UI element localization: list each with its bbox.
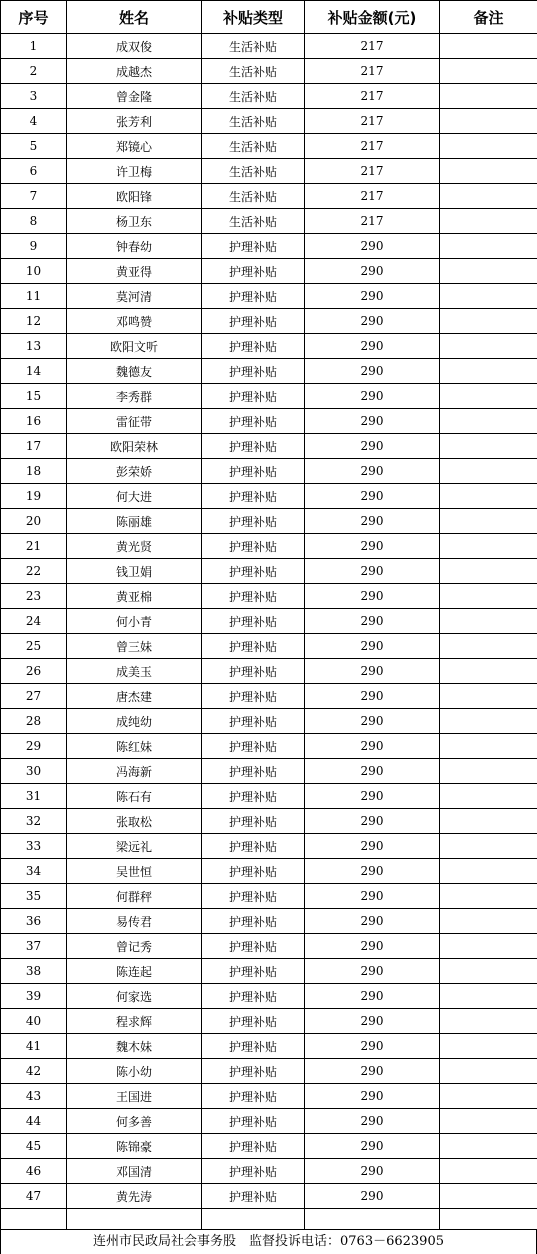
row-note (440, 284, 537, 309)
row-name: 曾金隆 (67, 84, 202, 109)
row-number: 44 (1, 1109, 67, 1134)
row-name: 欧阳锋 (67, 184, 202, 209)
row-name: 陈小幼 (67, 1059, 202, 1084)
row-note (440, 959, 537, 984)
row-amount: 290 (305, 584, 440, 609)
row-name: 成双俊 (67, 34, 202, 59)
row-name: 冯海新 (67, 759, 202, 784)
table-row (1, 84, 537, 109)
row-note (440, 659, 537, 684)
row-name: 邓国清 (67, 1159, 202, 1184)
row-number: 5 (1, 134, 67, 159)
row-name: 黄亚棉 (67, 584, 202, 609)
row-amount: 290 (305, 559, 440, 584)
row-note (440, 384, 537, 409)
row-number: 42 (1, 1059, 67, 1084)
row-number: 37 (1, 934, 67, 959)
table-row (1, 459, 537, 484)
row-number: 11 (1, 284, 67, 309)
row-type: 护理补贴 (202, 309, 305, 334)
row-note (440, 684, 537, 709)
table-row (1, 334, 537, 359)
row-type: 生活补贴 (202, 209, 305, 234)
blank-cell (67, 1209, 202, 1230)
table-row (1, 1109, 537, 1134)
blank-cell (202, 1209, 305, 1230)
table-row (1, 634, 537, 659)
row-amount: 290 (305, 534, 440, 559)
table-row (1, 1009, 537, 1034)
row-amount: 290 (305, 759, 440, 784)
blank-cell (305, 1209, 440, 1230)
row-number: 10 (1, 259, 67, 284)
row-type: 护理补贴 (202, 1084, 305, 1109)
row-number: 31 (1, 784, 67, 809)
row-type: 护理补贴 (202, 1109, 305, 1134)
table-row (1, 709, 537, 734)
row-amount: 290 (305, 1134, 440, 1159)
row-name: 钟春幼 (67, 234, 202, 259)
row-number: 32 (1, 809, 67, 834)
row-note (440, 359, 537, 384)
row-note (440, 1109, 537, 1134)
row-type: 护理补贴 (202, 434, 305, 459)
table-row (1, 1034, 537, 1059)
row-amount: 290 (305, 309, 440, 334)
row-name: 何家选 (67, 984, 202, 1009)
row-amount: 290 (305, 1034, 440, 1059)
row-note (440, 634, 537, 659)
row-name: 何小青 (67, 609, 202, 634)
row-number: 13 (1, 334, 67, 359)
row-name: 易传君 (67, 909, 202, 934)
row-name: 唐杰建 (67, 684, 202, 709)
row-type: 护理补贴 (202, 484, 305, 509)
table-row (1, 984, 537, 1009)
row-number: 26 (1, 659, 67, 684)
row-amount: 217 (305, 184, 440, 209)
row-type: 护理补贴 (202, 809, 305, 834)
table-row (1, 809, 537, 834)
row-type: 护理补贴 (202, 909, 305, 934)
row-note (440, 334, 537, 359)
row-number: 6 (1, 159, 67, 184)
row-amount: 290 (305, 859, 440, 884)
row-name: 程求辉 (67, 1009, 202, 1034)
blank-cell (1, 1209, 67, 1230)
row-amount: 290 (305, 709, 440, 734)
row-note (440, 559, 537, 584)
row-type: 护理补贴 (202, 1059, 305, 1084)
row-amount: 290 (305, 1084, 440, 1109)
row-note (440, 259, 537, 284)
row-name: 郑镜心 (67, 134, 202, 159)
row-number: 22 (1, 559, 67, 584)
row-amount: 290 (305, 234, 440, 259)
row-amount: 290 (305, 784, 440, 809)
row-note (440, 459, 537, 484)
row-note (440, 109, 537, 134)
row-amount: 290 (305, 934, 440, 959)
row-type: 护理补贴 (202, 959, 305, 984)
row-number: 47 (1, 1184, 67, 1209)
row-note (440, 209, 537, 234)
row-name: 黄先涛 (67, 1184, 202, 1209)
row-amount: 290 (305, 659, 440, 684)
row-name: 邓鸣赞 (67, 309, 202, 334)
row-type: 护理补贴 (202, 1009, 305, 1034)
row-amount: 290 (305, 459, 440, 484)
table-row (1, 534, 537, 559)
row-number: 14 (1, 359, 67, 384)
row-amount: 290 (305, 1059, 440, 1084)
row-name: 彭荣娇 (67, 459, 202, 484)
blank-row (1, 1209, 537, 1230)
table-row (1, 884, 537, 909)
row-number: 21 (1, 534, 67, 559)
row-number: 17 (1, 434, 67, 459)
row-name: 钱卫娟 (67, 559, 202, 584)
row-amount: 290 (305, 809, 440, 834)
row-number: 20 (1, 509, 67, 534)
row-number: 27 (1, 684, 67, 709)
row-number: 33 (1, 834, 67, 859)
row-type: 护理补贴 (202, 584, 305, 609)
row-number: 35 (1, 884, 67, 909)
row-type: 生活补贴 (202, 184, 305, 209)
row-amount: 217 (305, 34, 440, 59)
table-row (1, 1134, 537, 1159)
row-type: 护理补贴 (202, 934, 305, 959)
row-type: 护理补贴 (202, 259, 305, 284)
row-type: 生活补贴 (202, 59, 305, 84)
row-name: 王国进 (67, 1084, 202, 1109)
row-name: 李秀群 (67, 384, 202, 409)
row-type: 护理补贴 (202, 734, 305, 759)
table-row (1, 1184, 537, 1209)
row-type: 护理补贴 (202, 684, 305, 709)
row-note (440, 884, 537, 909)
row-note (440, 934, 537, 959)
table-body (1, 34, 537, 1230)
row-name: 陈锦豪 (67, 1134, 202, 1159)
row-number: 39 (1, 984, 67, 1009)
row-type: 护理补贴 (202, 859, 305, 884)
table-row (1, 484, 537, 509)
row-number: 45 (1, 1134, 67, 1159)
row-type: 护理补贴 (202, 559, 305, 584)
row-note (440, 534, 537, 559)
row-amount: 290 (305, 909, 440, 934)
row-name: 欧阳文听 (67, 334, 202, 359)
row-name: 梁远礼 (67, 834, 202, 859)
row-number: 12 (1, 309, 67, 334)
row-note (440, 1009, 537, 1034)
row-amount: 290 (305, 959, 440, 984)
row-note (440, 184, 537, 209)
table-row (1, 584, 537, 609)
row-note (440, 909, 537, 934)
table-row (1, 109, 537, 134)
row-amount: 290 (305, 334, 440, 359)
header-row (1, 1, 537, 34)
header-no: 序号 (1, 1, 67, 34)
row-name: 何群秤 (67, 884, 202, 909)
row-amount: 290 (305, 409, 440, 434)
row-note (440, 834, 537, 859)
row-number: 30 (1, 759, 67, 784)
row-note (440, 1184, 537, 1209)
row-note (440, 1134, 537, 1159)
row-amount: 290 (305, 359, 440, 384)
row-number: 43 (1, 1084, 67, 1109)
row-name: 杨卫东 (67, 209, 202, 234)
table-row (1, 659, 537, 684)
row-number: 3 (1, 84, 67, 109)
table-row (1, 859, 537, 884)
row-type: 生活补贴 (202, 34, 305, 59)
row-note (440, 984, 537, 1009)
row-amount: 290 (305, 734, 440, 759)
row-name: 成纯幼 (67, 709, 202, 734)
row-name: 魏德友 (67, 359, 202, 384)
row-name: 莫河清 (67, 284, 202, 309)
row-type: 护理补贴 (202, 1159, 305, 1184)
table-row (1, 559, 537, 584)
row-name: 成美玉 (67, 659, 202, 684)
row-name: 曾三妹 (67, 634, 202, 659)
table-row (1, 209, 537, 234)
row-note (440, 1084, 537, 1109)
row-note (440, 234, 537, 259)
row-type: 生活补贴 (202, 134, 305, 159)
row-number: 38 (1, 959, 67, 984)
row-amount: 290 (305, 684, 440, 709)
row-name: 陈连起 (67, 959, 202, 984)
row-type: 护理补贴 (202, 634, 305, 659)
table-row (1, 1159, 537, 1184)
row-type: 护理补贴 (202, 884, 305, 909)
row-type: 护理补贴 (202, 409, 305, 434)
table-row (1, 1059, 537, 1084)
row-type: 护理补贴 (202, 784, 305, 809)
table-row (1, 759, 537, 784)
row-amount: 290 (305, 434, 440, 459)
row-number: 19 (1, 484, 67, 509)
row-amount: 290 (305, 1184, 440, 1209)
header-note: 备注 (440, 1, 537, 34)
table-row (1, 784, 537, 809)
row-note (440, 509, 537, 534)
row-amount: 290 (305, 509, 440, 534)
row-note (440, 84, 537, 109)
table-row (1, 434, 537, 459)
row-name: 陈红妹 (67, 734, 202, 759)
table-row (1, 834, 537, 859)
row-type: 护理补贴 (202, 759, 305, 784)
row-amount: 290 (305, 834, 440, 859)
table-row (1, 59, 537, 84)
row-number: 8 (1, 209, 67, 234)
table-row (1, 734, 537, 759)
row-name: 吴世恒 (67, 859, 202, 884)
table-row (1, 509, 537, 534)
row-name: 许卫梅 (67, 159, 202, 184)
row-amount: 217 (305, 109, 440, 134)
header-name: 姓名 (67, 1, 202, 34)
row-number: 15 (1, 384, 67, 409)
row-amount: 290 (305, 1159, 440, 1184)
row-note (440, 309, 537, 334)
footer-contact: 连州市民政局社会事务股 监督投诉电话：0763－6623905 (0, 1229, 537, 1254)
row-type: 护理补贴 (202, 659, 305, 684)
row-name: 何多善 (67, 1109, 202, 1134)
row-name: 曾记秀 (67, 934, 202, 959)
header-amount: 补贴金额(元) (305, 1, 440, 34)
row-name: 黄亚得 (67, 259, 202, 284)
row-note (440, 759, 537, 784)
table-row (1, 159, 537, 184)
row-note (440, 809, 537, 834)
row-type: 护理补贴 (202, 334, 305, 359)
row-name: 陈丽雄 (67, 509, 202, 534)
row-number: 29 (1, 734, 67, 759)
table-row (1, 234, 537, 259)
row-note (440, 1159, 537, 1184)
row-type: 护理补贴 (202, 984, 305, 1009)
row-number: 24 (1, 609, 67, 634)
row-note (440, 584, 537, 609)
row-amount: 290 (305, 259, 440, 284)
row-type: 护理补贴 (202, 459, 305, 484)
row-number: 18 (1, 459, 67, 484)
row-type: 护理补贴 (202, 1034, 305, 1059)
row-note (440, 484, 537, 509)
row-name: 何大进 (67, 484, 202, 509)
row-note (440, 59, 537, 84)
row-amount: 290 (305, 484, 440, 509)
table-row (1, 934, 537, 959)
row-amount: 217 (305, 84, 440, 109)
row-amount: 217 (305, 159, 440, 184)
row-note (440, 34, 537, 59)
row-number: 9 (1, 234, 67, 259)
row-number: 7 (1, 184, 67, 209)
table-row (1, 1084, 537, 1109)
row-note (440, 784, 537, 809)
row-type: 生活补贴 (202, 84, 305, 109)
row-amount: 217 (305, 59, 440, 84)
row-type: 护理补贴 (202, 234, 305, 259)
row-amount: 290 (305, 609, 440, 634)
row-type: 护理补贴 (202, 1134, 305, 1159)
row-number: 46 (1, 1159, 67, 1184)
row-name: 陈石有 (67, 784, 202, 809)
table-row (1, 384, 537, 409)
row-number: 28 (1, 709, 67, 734)
row-name: 成越杰 (67, 59, 202, 84)
row-type: 护理补贴 (202, 834, 305, 859)
table-row (1, 909, 537, 934)
row-type: 生活补贴 (202, 109, 305, 134)
row-name: 张取松 (67, 809, 202, 834)
table-row (1, 359, 537, 384)
row-name: 魏木妹 (67, 1034, 202, 1059)
row-amount: 290 (305, 884, 440, 909)
row-note (440, 609, 537, 634)
row-name: 黄光贤 (67, 534, 202, 559)
row-name: 欧阳荣林 (67, 434, 202, 459)
row-type: 护理补贴 (202, 384, 305, 409)
row-amount: 290 (305, 1009, 440, 1034)
row-type: 护理补贴 (202, 1184, 305, 1209)
table-row (1, 409, 537, 434)
table-row (1, 959, 537, 984)
table-row (1, 184, 537, 209)
row-note (440, 734, 537, 759)
row-note (440, 1034, 537, 1059)
row-number: 41 (1, 1034, 67, 1059)
row-amount: 217 (305, 209, 440, 234)
row-note (440, 434, 537, 459)
row-amount: 290 (305, 634, 440, 659)
row-number: 23 (1, 584, 67, 609)
row-amount: 290 (305, 984, 440, 1009)
row-name: 雷征带 (67, 409, 202, 434)
row-type: 护理补贴 (202, 609, 305, 634)
row-number: 4 (1, 109, 67, 134)
row-type: 护理补贴 (202, 509, 305, 534)
row-name: 张芳利 (67, 109, 202, 134)
row-amount: 290 (305, 1109, 440, 1134)
row-note (440, 1059, 537, 1084)
row-type: 护理补贴 (202, 534, 305, 559)
row-amount: 217 (305, 134, 440, 159)
row-type: 护理补贴 (202, 359, 305, 384)
row-type: 生活补贴 (202, 159, 305, 184)
blank-cell (440, 1209, 537, 1230)
table-row (1, 309, 537, 334)
row-note (440, 159, 537, 184)
table-row (1, 34, 537, 59)
header-type: 补贴类型 (202, 1, 305, 34)
row-note (440, 409, 537, 434)
row-type: 护理补贴 (202, 709, 305, 734)
row-number: 40 (1, 1009, 67, 1034)
table-row (1, 284, 537, 309)
row-note (440, 134, 537, 159)
row-amount: 290 (305, 284, 440, 309)
row-note (440, 859, 537, 884)
row-number: 16 (1, 409, 67, 434)
table-row (1, 259, 537, 284)
row-number: 25 (1, 634, 67, 659)
row-note (440, 709, 537, 734)
row-number: 36 (1, 909, 67, 934)
row-number: 2 (1, 59, 67, 84)
table-row (1, 134, 537, 159)
row-number: 1 (1, 34, 67, 59)
row-amount: 290 (305, 384, 440, 409)
row-type: 护理补贴 (202, 284, 305, 309)
row-number: 34 (1, 859, 67, 884)
table-row (1, 684, 537, 709)
table-row (1, 609, 537, 634)
